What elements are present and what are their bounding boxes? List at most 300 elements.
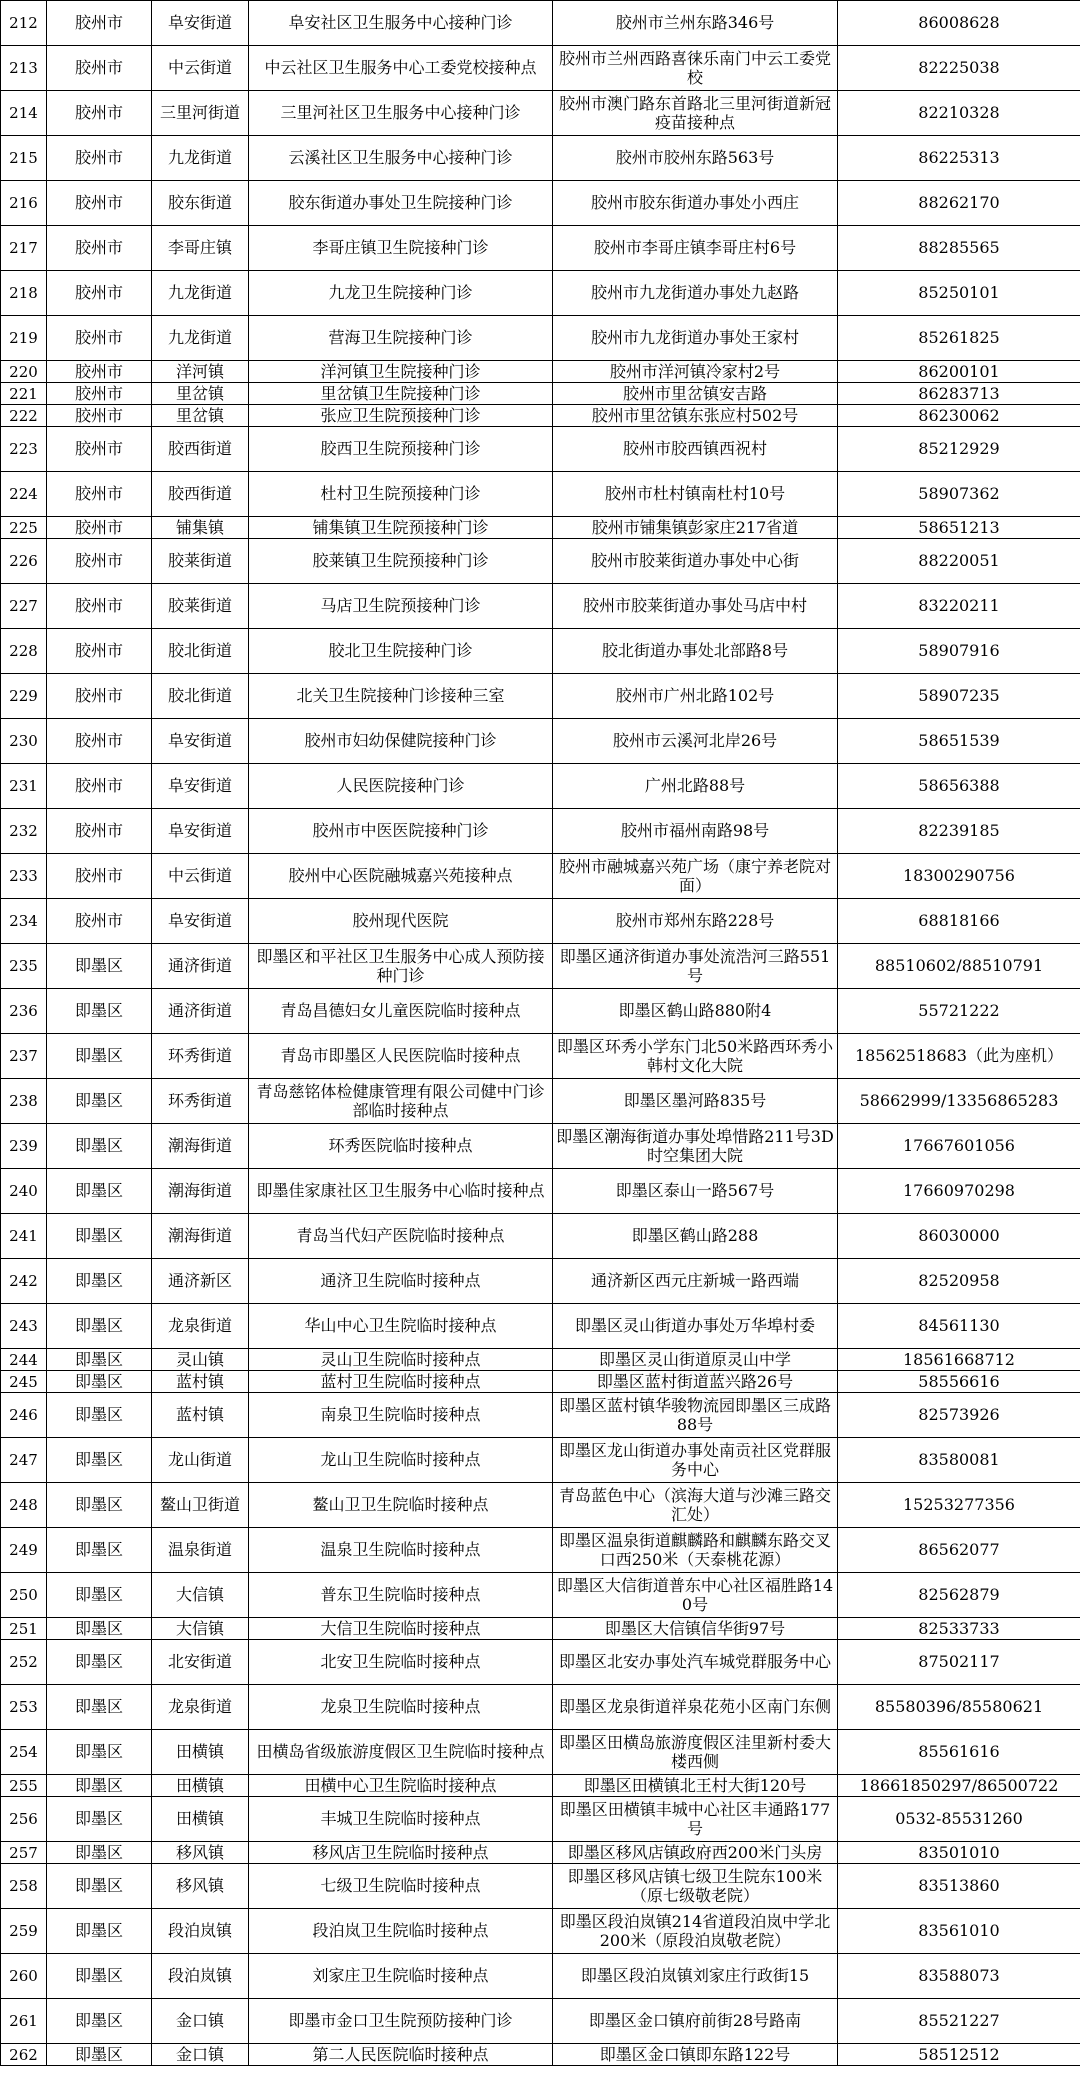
phone-cell: 85212929 — [838, 427, 1080, 472]
row-number: 222 — [1, 405, 47, 427]
address-cell: 胶州市兰州西路喜徕乐南门中云工委党校 — [553, 46, 838, 91]
site-name-cell: 胶东街道办事处卫生院接种门诊 — [249, 181, 553, 226]
city-cell: 胶州市 — [47, 361, 152, 383]
phone-cell: 85261825 — [838, 316, 1080, 361]
site-name-cell: 李哥庄镇卫生院接种门诊 — [249, 226, 553, 271]
address-cell: 即墨区鹤山路880附4 — [553, 989, 838, 1034]
street-cell: 北安街道 — [152, 1640, 249, 1685]
site-name-cell: 南泉卫生院临时接种点 — [249, 1393, 553, 1438]
city-cell: 胶州市 — [47, 271, 152, 316]
city-cell: 胶州市 — [47, 226, 152, 271]
street-cell: 环秀街道 — [152, 1034, 249, 1079]
table-row — [1, 1393, 1080, 1438]
city-cell: 胶州市 — [47, 427, 152, 472]
row-number: 226 — [1, 539, 47, 584]
city-cell: 即墨区 — [47, 1864, 152, 1909]
address-cell: 胶州市郑州东路228号 — [553, 899, 838, 944]
phone-cell: 85580396/85580621 — [838, 1685, 1080, 1730]
site-name-cell: 田横中心卫生院临时接种点 — [249, 1775, 553, 1797]
city-cell: 胶州市 — [47, 629, 152, 674]
table-row — [1, 1079, 1080, 1124]
address-cell: 胶州市福州南路98号 — [553, 809, 838, 854]
phone-cell: 58512512 — [838, 2044, 1080, 2066]
street-cell: 洋河镇 — [152, 361, 249, 383]
table-row — [1, 226, 1080, 271]
site-name-cell: 鳌山卫卫生院临时接种点 — [249, 1483, 553, 1528]
table-row — [1, 539, 1080, 584]
site-name-cell: 普东卫生院临时接种点 — [249, 1573, 553, 1618]
phone-cell: 82562879 — [838, 1573, 1080, 1618]
address-cell: 胶州市洋河镇冷家村2号 — [553, 361, 838, 383]
row-number: 240 — [1, 1169, 47, 1214]
address-cell: 胶州市胶莱街道办事处马店中村 — [553, 584, 838, 629]
street-cell: 蓝村镇 — [152, 1393, 249, 1438]
site-name-cell: 七级卫生院临时接种点 — [249, 1864, 553, 1909]
phone-cell: 18562518683（此为座机） — [838, 1034, 1080, 1079]
row-number: 249 — [1, 1528, 47, 1573]
row-number: 215 — [1, 136, 47, 181]
table-row — [1, 1438, 1080, 1483]
table-row — [1, 1214, 1080, 1259]
site-name-cell: 胶西卫生院预接种门诊 — [249, 427, 553, 472]
phone-cell: 88510602/88510791 — [838, 944, 1080, 989]
site-name-cell: 胶州现代医院 — [249, 899, 553, 944]
street-cell: 胶北街道 — [152, 674, 249, 719]
address-cell: 即墨区移风店镇七级卫生院东100米（原七级敬老院） — [553, 1864, 838, 1909]
street-cell: 阜安街道 — [152, 764, 249, 809]
phone-cell: 86030000 — [838, 1214, 1080, 1259]
address-cell: 胶州市胶西镇西祝村 — [553, 427, 838, 472]
address-cell: 胶州市李哥庄镇李哥庄村6号 — [553, 226, 838, 271]
phone-cell: 83561010 — [838, 1909, 1080, 1954]
city-cell: 即墨区 — [47, 1775, 152, 1797]
table-row — [1, 405, 1080, 427]
row-number: 239 — [1, 1124, 47, 1169]
city-cell: 胶州市 — [47, 181, 152, 226]
table-row — [1, 1528, 1080, 1573]
city-cell: 胶州市 — [47, 91, 152, 136]
phone-cell: 82573926 — [838, 1393, 1080, 1438]
city-cell: 即墨区 — [47, 1573, 152, 1618]
phone-cell: 58662999/13356865283 — [838, 1079, 1080, 1124]
street-cell: 通济街道 — [152, 944, 249, 989]
row-number: 256 — [1, 1797, 47, 1842]
street-cell: 中云街道 — [152, 854, 249, 899]
address-cell: 即墨区灵山街道办事处万华埠村委 — [553, 1304, 838, 1349]
phone-cell: 58651539 — [838, 719, 1080, 764]
street-cell: 铺集镇 — [152, 517, 249, 539]
site-name-cell: 灵山卫生院临时接种点 — [249, 1349, 553, 1371]
site-name-cell: 杜村卫生院预接种门诊 — [249, 472, 553, 517]
city-cell: 即墨区 — [47, 1259, 152, 1304]
street-cell: 田横镇 — [152, 1797, 249, 1842]
row-number: 246 — [1, 1393, 47, 1438]
street-cell: 田横镇 — [152, 1775, 249, 1797]
phone-cell: 84561130 — [838, 1304, 1080, 1349]
street-cell: 鳌山卫街道 — [152, 1483, 249, 1528]
row-number: 219 — [1, 316, 47, 361]
row-number: 220 — [1, 361, 47, 383]
phone-cell: 83501010 — [838, 1842, 1080, 1864]
table-row — [1, 1371, 1080, 1393]
street-cell: 九龙街道 — [152, 271, 249, 316]
city-cell: 即墨区 — [47, 1797, 152, 1842]
address-cell: 即墨区潮海街道办事处埠惜路211号3D时空集团大院 — [553, 1124, 838, 1169]
phone-cell: 58556616 — [838, 1371, 1080, 1393]
phone-cell: 85561616 — [838, 1730, 1080, 1775]
table-row — [1, 1573, 1080, 1618]
site-name-cell: 云溪社区卫生服务中心接种门诊 — [249, 136, 553, 181]
street-cell: 三里河街道 — [152, 91, 249, 136]
city-cell: 胶州市 — [47, 1, 152, 46]
street-cell: 蓝村镇 — [152, 1371, 249, 1393]
address-cell: 即墨区大信街道普东中心社区福胜路140号 — [553, 1573, 838, 1618]
phone-cell: 68818166 — [838, 899, 1080, 944]
address-cell: 即墨区金口镇府前街28号路南 — [553, 1999, 838, 2044]
site-name-cell: 胶北卫生院接种门诊 — [249, 629, 553, 674]
address-cell: 即墨区蓝村街道蓝兴路26号 — [553, 1371, 838, 1393]
site-name-cell: 胶州市中医医院接种门诊 — [249, 809, 553, 854]
address-cell: 胶州市广州北路102号 — [553, 674, 838, 719]
table-row — [1, 271, 1080, 316]
street-cell: 大信镇 — [152, 1618, 249, 1640]
site-name-cell: 龙山卫生院临时接种点 — [249, 1438, 553, 1483]
address-cell: 即墨区田横岛旅游度假区洼里新村委大楼西侧 — [553, 1730, 838, 1775]
row-number: 235 — [1, 944, 47, 989]
row-number: 223 — [1, 427, 47, 472]
street-cell: 胶莱街道 — [152, 539, 249, 584]
table-row — [1, 764, 1080, 809]
street-cell: 灵山镇 — [152, 1349, 249, 1371]
table-row — [1, 1775, 1080, 1797]
city-cell: 胶州市 — [47, 584, 152, 629]
site-name-cell: 青岛昌德妇女儿童医院临时接种点 — [249, 989, 553, 1034]
address-cell: 即墨区金口镇即东路122号 — [553, 2044, 838, 2066]
address-cell: 胶州市九龙街道办事处九赵路 — [553, 271, 838, 316]
row-number: 241 — [1, 1214, 47, 1259]
phone-cell: 0532-85531260 — [838, 1797, 1080, 1842]
row-number: 229 — [1, 674, 47, 719]
table-row — [1, 91, 1080, 136]
row-number: 258 — [1, 1864, 47, 1909]
table-row — [1, 1, 1080, 46]
row-number: 230 — [1, 719, 47, 764]
site-name-cell: 蓝村卫生院临时接种点 — [249, 1371, 553, 1393]
site-name-cell: 北安卫生院临时接种点 — [249, 1640, 553, 1685]
site-name-cell: 即墨市金口卫生院预防接种门诊 — [249, 1999, 553, 2044]
row-number: 228 — [1, 629, 47, 674]
street-cell: 中云街道 — [152, 46, 249, 91]
row-number: 242 — [1, 1259, 47, 1304]
row-number: 225 — [1, 517, 47, 539]
site-name-cell: 里岔镇卫生院接种门诊 — [249, 383, 553, 405]
site-name-cell: 三里河社区卫生服务中心接种门诊 — [249, 91, 553, 136]
street-cell: 阜安街道 — [152, 809, 249, 854]
city-cell: 胶州市 — [47, 46, 152, 91]
row-number: 213 — [1, 46, 47, 91]
phone-cell: 58907235 — [838, 674, 1080, 719]
table-row — [1, 674, 1080, 719]
row-number: 212 — [1, 1, 47, 46]
table-row — [1, 427, 1080, 472]
site-name-cell: 大信卫生院临时接种点 — [249, 1618, 553, 1640]
table-row — [1, 361, 1080, 383]
phone-cell: 88220051 — [838, 539, 1080, 584]
street-cell: 段泊岚镇 — [152, 1909, 249, 1954]
address-cell: 即墨区田横镇北王村大街120号 — [553, 1775, 838, 1797]
table-row — [1, 629, 1080, 674]
street-cell: 龙泉街道 — [152, 1685, 249, 1730]
site-name-cell: 华山中心卫生院临时接种点 — [249, 1304, 553, 1349]
city-cell: 即墨区 — [47, 1438, 152, 1483]
row-number: 233 — [1, 854, 47, 899]
street-cell: 阜安街道 — [152, 899, 249, 944]
table-row — [1, 1909, 1080, 1954]
row-number: 236 — [1, 989, 47, 1034]
phone-cell: 83588073 — [838, 1954, 1080, 1999]
table-row — [1, 1842, 1080, 1864]
phone-cell: 86200101 — [838, 361, 1080, 383]
street-cell: 潮海街道 — [152, 1214, 249, 1259]
site-name-cell: 青岛慈铭体检健康管理有限公司健中门诊部临时接种点 — [249, 1079, 553, 1124]
row-number: 257 — [1, 1842, 47, 1864]
table-row — [1, 1999, 1080, 2044]
city-cell: 即墨区 — [47, 1393, 152, 1438]
street-cell: 胶西街道 — [152, 472, 249, 517]
phone-cell: 17667601056 — [838, 1124, 1080, 1169]
address-cell: 即墨区墨河路835号 — [553, 1079, 838, 1124]
street-cell: 九龙街道 — [152, 316, 249, 361]
row-number: 261 — [1, 1999, 47, 2044]
street-cell: 金口镇 — [152, 2044, 249, 2066]
row-number: 218 — [1, 271, 47, 316]
table-row — [1, 1169, 1080, 1214]
row-number: 251 — [1, 1618, 47, 1640]
site-name-cell: 龙泉卫生院临时接种点 — [249, 1685, 553, 1730]
city-cell: 胶州市 — [47, 764, 152, 809]
site-name-cell: 胶莱镇卫生院预接种门诊 — [249, 539, 553, 584]
city-cell: 即墨区 — [47, 1842, 152, 1864]
table-row — [1, 1864, 1080, 1909]
row-number: 238 — [1, 1079, 47, 1124]
city-cell: 胶州市 — [47, 383, 152, 405]
address-cell: 即墨区鹤山路288 — [553, 1214, 838, 1259]
address-cell: 胶州市里岔镇安吉路 — [553, 383, 838, 405]
address-cell: 即墨区灵山街道原灵山中学 — [553, 1349, 838, 1371]
street-cell: 阜安街道 — [152, 1, 249, 46]
table-row — [1, 719, 1080, 764]
table-row — [1, 809, 1080, 854]
row-number: 255 — [1, 1775, 47, 1797]
row-number: 245 — [1, 1371, 47, 1393]
address-cell: 胶州市融城嘉兴苑广场（康宁养老院对面） — [553, 854, 838, 899]
phone-cell: 86230062 — [838, 405, 1080, 427]
city-cell: 即墨区 — [47, 1730, 152, 1775]
table-row — [1, 1797, 1080, 1842]
phone-cell: 86225313 — [838, 136, 1080, 181]
address-cell: 即墨区泰山一路567号 — [553, 1169, 838, 1214]
site-name-cell: 中云社区卫生服务中心工委党校接种点 — [249, 46, 553, 91]
table-row — [1, 1259, 1080, 1304]
site-name-cell: 环秀医院临时接种点 — [249, 1124, 553, 1169]
site-name-cell: 马店卫生院预接种门诊 — [249, 584, 553, 629]
city-cell: 即墨区 — [47, 1304, 152, 1349]
address-cell: 胶州市胶东街道办事处小西庄 — [553, 181, 838, 226]
table-row — [1, 1034, 1080, 1079]
address-cell: 胶州市兰州东路346号 — [553, 1, 838, 46]
site-name-cell: 营海卫生院接种门诊 — [249, 316, 553, 361]
site-name-cell: 即墨区和平社区卫生服务中心成人预防接种门诊 — [249, 944, 553, 989]
table-row — [1, 1124, 1080, 1169]
site-name-cell: 青岛当代妇产医院临时接种点 — [249, 1214, 553, 1259]
row-number: 232 — [1, 809, 47, 854]
address-cell: 即墨区龙泉街道祥泉花苑小区南门东侧 — [553, 1685, 838, 1730]
city-cell: 即墨区 — [47, 1079, 152, 1124]
phone-cell: 87502117 — [838, 1640, 1080, 1685]
city-cell: 胶州市 — [47, 539, 152, 584]
phone-cell: 18561668712 — [838, 1349, 1080, 1371]
site-name-cell: 刘家庄卫生院临时接种点 — [249, 1954, 553, 1999]
address-cell: 青岛蓝色中心（滨海大道与沙滩三路交汇处） — [553, 1483, 838, 1528]
phone-cell: 17660970298 — [838, 1169, 1080, 1214]
phone-cell: 86008628 — [838, 1, 1080, 46]
city-cell: 即墨区 — [47, 1349, 152, 1371]
address-cell: 广州北路88号 — [553, 764, 838, 809]
city-cell: 即墨区 — [47, 1371, 152, 1393]
phone-cell: 88285565 — [838, 226, 1080, 271]
site-name-cell: 温泉卫生院临时接种点 — [249, 1528, 553, 1573]
table-row — [1, 584, 1080, 629]
address-cell: 通济新区西元庄新城一路西端 — [553, 1259, 838, 1304]
city-cell: 胶州市 — [47, 472, 152, 517]
table-row — [1, 1685, 1080, 1730]
street-cell: 田横镇 — [152, 1730, 249, 1775]
site-name-cell: 段泊岚卫生院临时接种点 — [249, 1909, 553, 1954]
table-row — [1, 1640, 1080, 1685]
table-row — [1, 1483, 1080, 1528]
row-number: 243 — [1, 1304, 47, 1349]
site-name-cell: 第二人民医院临时接种点 — [249, 2044, 553, 2066]
table-row — [1, 854, 1080, 899]
row-number: 221 — [1, 383, 47, 405]
row-number: 262 — [1, 2044, 47, 2066]
city-cell: 即墨区 — [47, 944, 152, 989]
row-number: 214 — [1, 91, 47, 136]
row-number: 216 — [1, 181, 47, 226]
street-cell: 温泉街道 — [152, 1528, 249, 1573]
table-row — [1, 46, 1080, 91]
street-cell: 里岔镇 — [152, 383, 249, 405]
phone-cell: 83580081 — [838, 1438, 1080, 1483]
street-cell: 移风镇 — [152, 1864, 249, 1909]
city-cell: 即墨区 — [47, 1999, 152, 2044]
street-cell: 大信镇 — [152, 1573, 249, 1618]
site-name-cell: 移风店卫生院临时接种点 — [249, 1842, 553, 1864]
street-cell: 龙山街道 — [152, 1438, 249, 1483]
table-row — [1, 472, 1080, 517]
street-cell: 龙泉街道 — [152, 1304, 249, 1349]
row-number: 252 — [1, 1640, 47, 1685]
city-cell: 胶州市 — [47, 899, 152, 944]
city-cell: 即墨区 — [47, 1640, 152, 1685]
phone-cell: 18661850297/86500722 — [838, 1775, 1080, 1797]
city-cell: 即墨区 — [47, 1124, 152, 1169]
street-cell: 段泊岚镇 — [152, 1954, 249, 1999]
city-cell: 胶州市 — [47, 517, 152, 539]
row-number: 254 — [1, 1730, 47, 1775]
table-row — [1, 316, 1080, 361]
city-cell: 即墨区 — [47, 989, 152, 1034]
table-row — [1, 1304, 1080, 1349]
city-cell: 即墨区 — [47, 1954, 152, 1999]
street-cell: 李哥庄镇 — [152, 226, 249, 271]
site-name-cell: 九龙卫生院接种门诊 — [249, 271, 553, 316]
address-cell: 即墨区段泊岚镇刘家庄行政街15 — [553, 1954, 838, 1999]
phone-cell: 86283713 — [838, 383, 1080, 405]
phone-cell: 82225038 — [838, 46, 1080, 91]
row-number: 250 — [1, 1573, 47, 1618]
city-cell: 胶州市 — [47, 854, 152, 899]
street-cell: 胶西街道 — [152, 427, 249, 472]
site-name-cell: 田横岛省级旅游度假区卫生院临时接种点 — [249, 1730, 553, 1775]
address-cell: 胶州市里岔镇东张应村502号 — [553, 405, 838, 427]
street-cell: 通济新区 — [152, 1259, 249, 1304]
site-name-cell: 丰城卫生院临时接种点 — [249, 1797, 553, 1842]
row-number: 217 — [1, 226, 47, 271]
address-cell: 胶州市胶莱街道办事处中心街 — [553, 539, 838, 584]
street-cell: 金口镇 — [152, 1999, 249, 2044]
address-cell: 胶州市铺集镇彭家庄217省道 — [553, 517, 838, 539]
address-cell: 即墨区北安办事处汽车城党群服务中心 — [553, 1640, 838, 1685]
site-name-cell: 铺集镇卫生院预接种门诊 — [249, 517, 553, 539]
address-cell: 即墨区田横镇丰城中心社区丰通路177号 — [553, 1797, 838, 1842]
city-cell: 胶州市 — [47, 405, 152, 427]
address-cell: 胶州市澳门路东首路北三里河街道新冠疫苗接种点 — [553, 91, 838, 136]
row-number: 253 — [1, 1685, 47, 1730]
address-cell: 即墨区环秀小学东门北50米路西环秀小韩村文化大院 — [553, 1034, 838, 1079]
table-row — [1, 517, 1080, 539]
address-cell: 胶州市九龙街道办事处王家村 — [553, 316, 838, 361]
site-name-cell: 人民医院接种门诊 — [249, 764, 553, 809]
site-name-cell: 阜安社区卫生服务中心接种门诊 — [249, 1, 553, 46]
site-name-cell: 胶州中心医院融城嘉兴苑接种点 — [249, 854, 553, 899]
phone-cell: 88262170 — [838, 181, 1080, 226]
address-cell: 胶州市胶州东路563号 — [553, 136, 838, 181]
city-cell: 即墨区 — [47, 1034, 152, 1079]
table-row — [1, 1954, 1080, 1999]
street-cell: 通济街道 — [152, 989, 249, 1034]
address-cell: 即墨区段泊岚镇214省道段泊岚中学北200米（原段泊岚敬老院） — [553, 1909, 838, 1954]
city-cell: 即墨区 — [47, 1528, 152, 1573]
phone-cell: 58651213 — [838, 517, 1080, 539]
table-row — [1, 1618, 1080, 1640]
table-row — [1, 1349, 1080, 1371]
table-row — [1, 383, 1080, 405]
phone-cell: 82239185 — [838, 809, 1080, 854]
row-number: 234 — [1, 899, 47, 944]
phone-cell: 86562077 — [838, 1528, 1080, 1573]
street-cell: 潮海街道 — [152, 1124, 249, 1169]
phone-cell: 85250101 — [838, 271, 1080, 316]
city-cell: 胶州市 — [47, 719, 152, 764]
city-cell: 即墨区 — [47, 1618, 152, 1640]
row-number: 244 — [1, 1349, 47, 1371]
phone-cell: 83220211 — [838, 584, 1080, 629]
street-cell: 阜安街道 — [152, 719, 249, 764]
street-cell: 胶东街道 — [152, 181, 249, 226]
phone-cell: 82533733 — [838, 1618, 1080, 1640]
city-cell: 即墨区 — [47, 1169, 152, 1214]
